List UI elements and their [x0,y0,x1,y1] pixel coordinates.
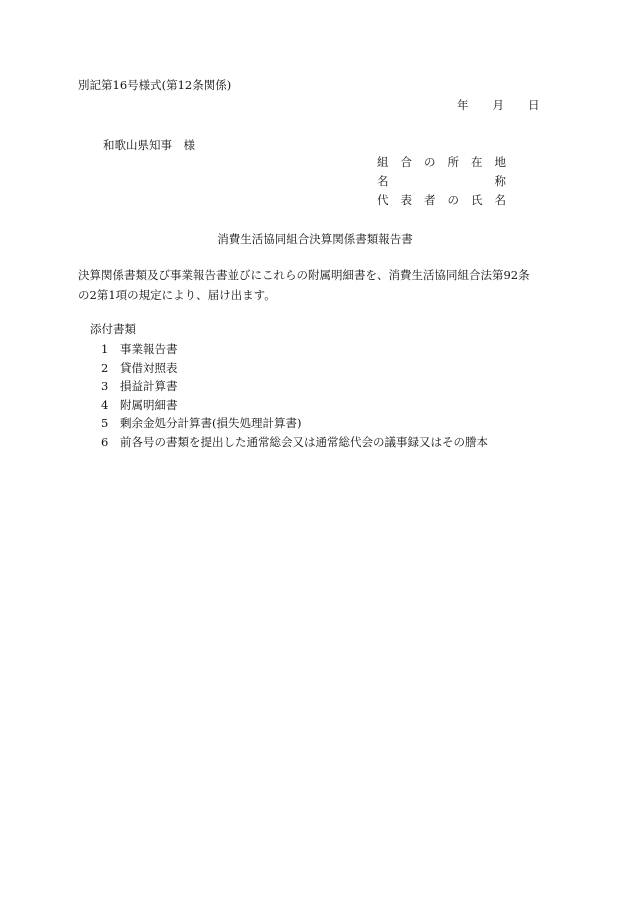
attachments-heading: 添付書類 [90,322,136,336]
attachment-text: 前各号の書類を提出した通常総会又は通常総代会の議事録又はその謄本 [120,435,488,449]
attachment-text: 附属明細書 [120,398,178,412]
attachment-number: 6 [101,435,109,449]
date-year-label: 年 [457,98,469,112]
attachment-text: 貸借対照表 [120,361,178,375]
attachment-item [101,418,301,430]
attachment-text: 事業報告書 [120,342,178,356]
attachment-item [101,400,178,412]
date-month-label: 月 [492,98,504,112]
date-day-label: 日 [528,98,540,112]
attachment-number: 3 [101,379,109,393]
attachment-number: 2 [101,361,109,375]
representative-name-label: 代 表 者 の 氏 名 [377,193,506,207]
attachment-item [101,363,178,375]
body-text-line-2: の2第1項の規定により、届け出ます。 [78,288,276,302]
cooperative-name-label: 名 称 [377,174,506,188]
body-text-line-1: 決算関係書類及び事業報告書並びにこれらの附属明細書を、消費生活協同組合法第92条 [78,268,530,282]
form-number: 別記第16号様式(第12条関係) [78,78,232,92]
date-line [457,100,540,112]
attachment-number: 5 [101,416,109,430]
attachment-item [101,344,178,356]
attachment-number: 4 [101,398,109,412]
addressee: 和歌山県知事 様 [103,138,195,152]
attachment-item [101,381,178,393]
attachment-item [101,437,488,449]
attachment-text: 剰余金処分計算書(損失処理計算書) [120,416,302,430]
attachment-number: 1 [101,342,109,356]
cooperative-address-label: 組 合 の 所 在 地 [377,155,506,169]
document-title: 消費生活協同組合決算関係書類報告書 [217,232,413,246]
attachment-text: 損益計算書 [120,379,178,393]
